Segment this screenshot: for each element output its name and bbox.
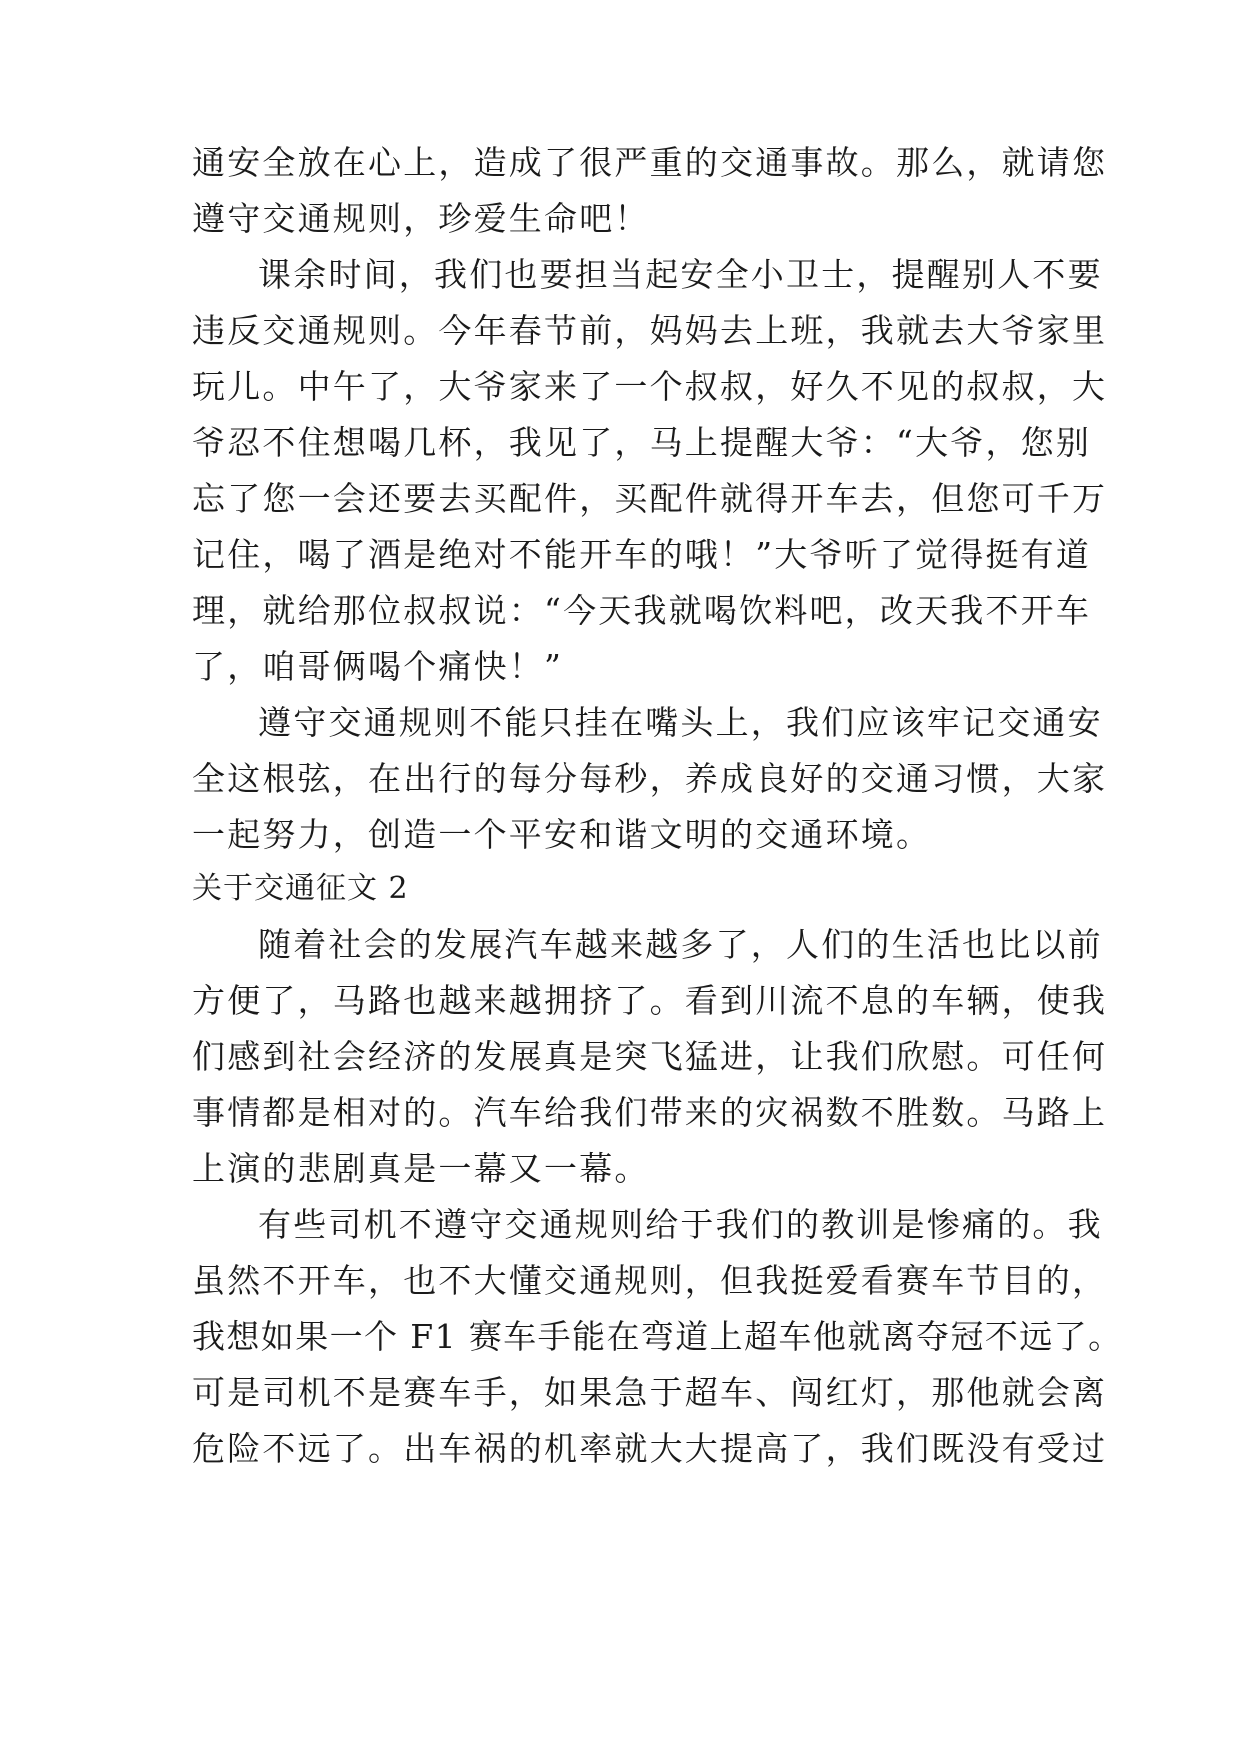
text-line: 忘了您一会还要去买配件，买配件就得开车去，但您可千万 xyxy=(192,479,1108,518)
text-line: 上演的悲剧真是一幕又一幕。 xyxy=(192,1149,650,1188)
text-line: 我想如果一个 F1 赛车手能在弯道上超车他就离夺冠不远了。 xyxy=(192,1317,1123,1356)
paragraph-first-line: 随着社会的发展汽车越来越多了，人们的生活也比以前 xyxy=(258,925,1103,964)
text-line: 记住，喝了酒是绝对不能开车的哦！”大爷听了觉得挺有道 xyxy=(192,535,1092,574)
text-line: 们感到社会经济的发展真是突飞猛进，让我们欣慰。可任何 xyxy=(192,1037,1108,1076)
paragraph-first-line: 遵守交通规则不能只挂在嘴头上，我们应该牢记交通安 xyxy=(258,703,1103,742)
text-line: 危险不远了。出车祸的机率就大大提高了，我们既没有受过 xyxy=(192,1429,1108,1468)
text-line: 虽然不开车，也不大懂交通规则，但我挺爱看赛车节目的， xyxy=(192,1261,1108,1300)
paragraph-first-line: 课余时间，我们也要担当起安全小卫士，提醒别人不要 xyxy=(258,255,1103,294)
text-line: 理，就给那位叔叔说：“今天我就喝饮料吧，改天我不开车 xyxy=(192,591,1092,630)
text-line: 爷忍不住想喝几杯，我见了，马上提醒大爷：“大爷，您别 xyxy=(192,423,1092,462)
text-line: 可是司机不是赛车手，如果急于超车、闯红灯，那他就会离 xyxy=(192,1373,1108,1412)
text-line: 方便了，马路也越来越拥挤了。看到川流不息的车辆，使我 xyxy=(192,981,1108,1020)
text-line: 一起努力，创造一个平安和谐文明的交通环境。 xyxy=(192,815,932,854)
paragraph-first-line: 有些司机不遵守交通规则给于我们的教训是惨痛的。我 xyxy=(258,1205,1103,1244)
text-line: 全这根弦，在出行的每分每秒，养成良好的交通习惯，大家 xyxy=(192,759,1108,798)
text-line: 违反交通规则。今年春节前，妈妈去上班，我就去大爷家里 xyxy=(192,311,1108,350)
section-heading: 关于交通征文 2 xyxy=(192,871,409,906)
text-line: 玩儿。中午了，大爷家来了一个叔叔，好久不见的叔叔，大 xyxy=(192,367,1108,406)
text-line: 了，咱哥俩喝个痛快！” xyxy=(192,647,564,686)
text-line: 事情都是相对的。汽车给我们带来的灾祸数不胜数。马路上 xyxy=(192,1093,1108,1132)
text-line: 遵守交通规则，珍爱生命吧！ xyxy=(192,199,650,238)
text-line: 通安全放在心上，造成了很严重的交通事故。那么，就请您 xyxy=(192,143,1108,182)
